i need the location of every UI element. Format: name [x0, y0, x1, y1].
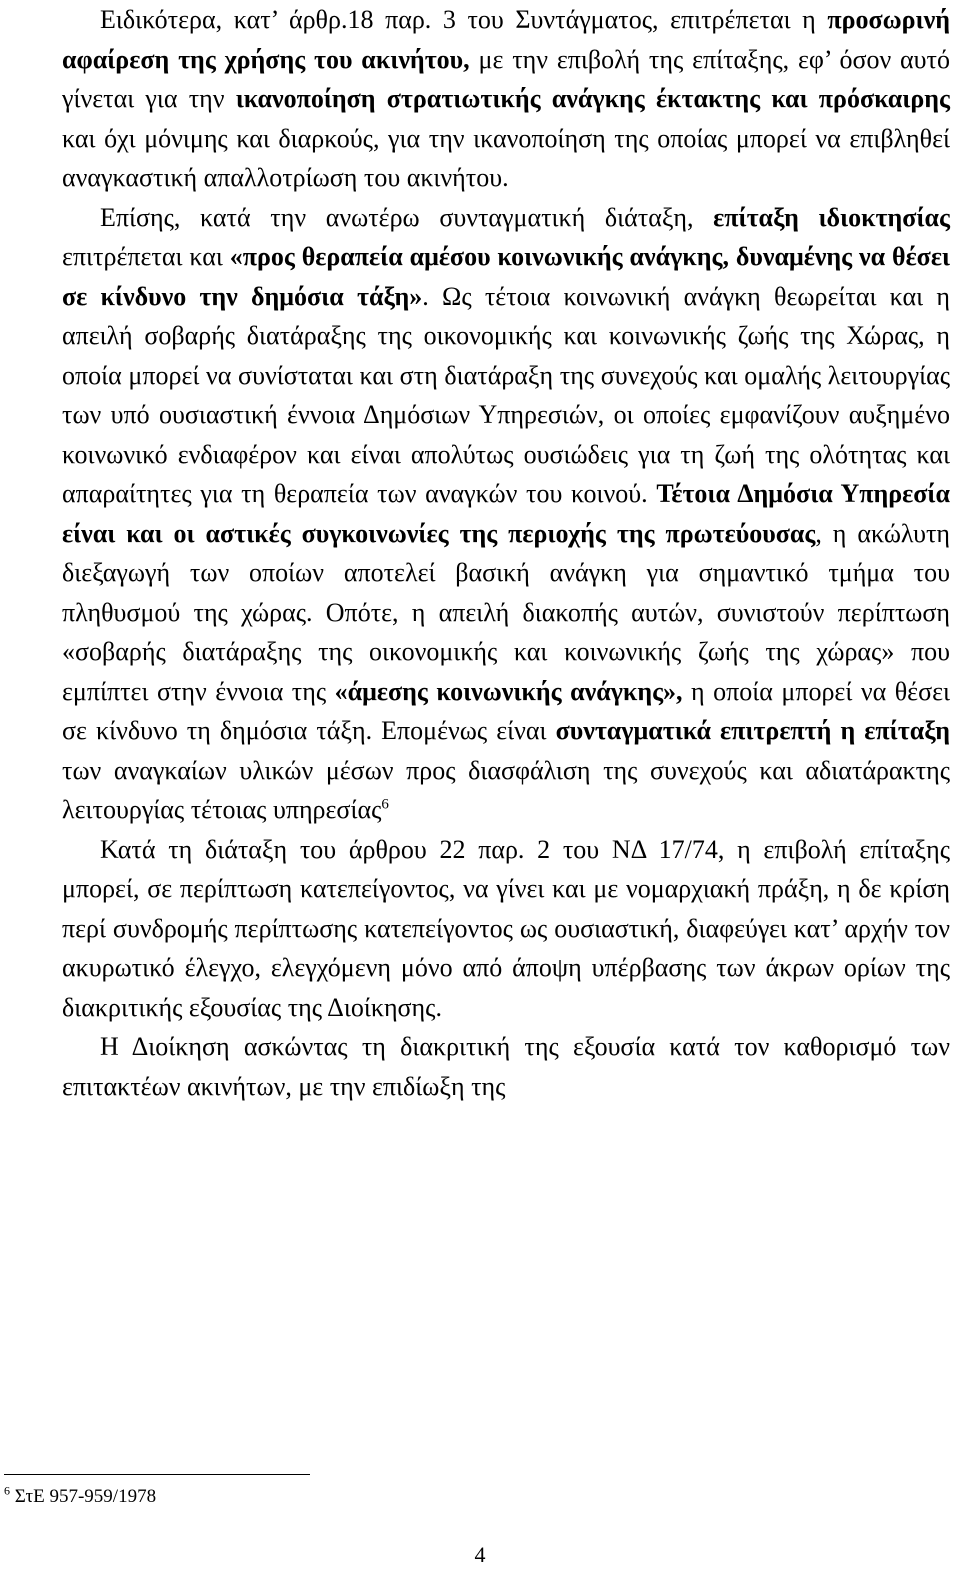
paragraph-3: Κατά τη διάταξη του άρθρου 22 παρ. 2 του ΝΔ 17/74, η επιβολή επίταξης μπορεί, σε περίπτωση κατεπείγοντος, να γίνει και με νομαρχιακή πράξη, η δε κρίση περί συνδρομής περίπτωσης κατεπείγοντος ως ουσιαστική, διαφεύγει κατ’ αρχήν τον ακυρωτικό έλεγχο, ελεγχόμενη μόνο από άποψη υπέρβασης των άκρων ορίων της διακριτικής εξουσίας της Διοίκησης. [62, 834, 950, 1022]
page-number: 4 [474, 1542, 486, 1567]
paragraph-2-text-d: , η ακώλυτη διεξαγωγή των οποίων αποτελεί βασική ανάγκη για σημαντικό τμήμα του πληθυσμού της χώρας. Οπότε, η απειλή διακοπής αυτών, συνιστούν περίπτωση «σοβαρής διατάραξης της οικονομικής και κοινωνικής ζωής της χώρας» που εμπίπτει στην έννοια της [62, 518, 950, 706]
paragraph-2 [62, 198, 950, 830]
footnote [4, 1485, 156, 1509]
footnote-text: ΣτΕ 957-959/1978 [10, 1486, 157, 1507]
paragraph-2-text-b: επιτρέπεται και [62, 242, 230, 271]
paragraph-2-bold-d: «άμεσης κοινωνικής ανάγκης», [334, 676, 683, 706]
paragraph-2-bold-c: Τέτοια Δημόσια Υπηρεσία είναι και οι αστικές συγκοινωνίες της περιοχής της πρωτεύουσας [62, 479, 950, 548]
footnote-number: 6 [4, 1483, 10, 1498]
paragraph-1-bold-b: ικανοποίηση στρατιωτικής ανάγκης έκτακτης και πρόσκαιρης [235, 84, 950, 113]
paragraph-2-text-e: η οποία μπορεί να θέσει σε κίνδυνο τη δημόσια τάξη. Επομένως είναι [62, 676, 951, 745]
paragraph-2-text-a: Επίσης, κατά την ανωτέρω συνταγματική διάταξη, [100, 202, 714, 232]
paragraph-1-text-a: Ειδικότερα, κατ’ άρθρ.18 παρ. 3 του Συντάγματος, επιτρέπεται η [100, 5, 828, 34]
paragraph-2-bold-e: συνταγματικά επιτρεπτή η επίταξη [555, 716, 950, 745]
paragraph-1-bold-a: προσωρινή αφαίρεση της χρήσης του ακινήτου, [62, 5, 950, 74]
document-page [62, 0, 950, 1106]
paragraph-1 [62, 0, 950, 198]
paragraph-1-text-b: με την επιβολή της επίταξης, εφ’ όσον αυτό γίνεται για την [62, 44, 951, 113]
paragraph-1-text-c: και όχι μόνιμης και διαρκούς, για την ικανοποίηση της οποίας μπορεί να επιβληθεί αναγκαστική απαλλοτρίωση του ακινήτου. [62, 123, 950, 192]
footnote-reference[interactable]: 6 [381, 796, 389, 813]
paragraph-2-bold-a: επίταξη ιδιοκτησίας [713, 202, 950, 232]
paragraph-2-text-c: . Ως τέτοια κοινωνική ανάγκη θεωρείται και η απειλή σοβαρής διατάραξης της οικονομικής και κοινωνικής ζωής της Χώρας, η οποία μπορεί να συνίσταται και στη διατάραξη της συνεχούς και ομαλής λειτουργίας των υπό ουσιαστική έννοια Δημόσιων Υπηρεσιών, οι οποίες εμφανίζουν αυξημένο κοινωνικό ενδιαφέρον και είναι απολύτως ουσιώδεις για τη ζωή της ολότητας και απαραίτητες για τη θεραπεία των αναγκών του κοινού. [62, 281, 951, 508]
paragraph-4: Η Διοίκηση ασκώντας τη διακριτική της εξουσία κατά τον καθορισμό των επιτακτέων ακινήτων, με την επιδίωξη της [62, 1032, 950, 1101]
footnote-separator [4, 1474, 310, 1475]
paragraph-2-bold-b: «προς θεραπεία αμέσου κοινωνικής ανάγκης, δυναμένης να θέσει σε κίνδυνο την δημόσια τάξη» [62, 242, 950, 311]
paragraph-2-text-f: των αναγκαίων υλικών μέσων προς διασφάλιση της συνεχούς και αδιατάρακτης λειτουργίας τέτοιας υπηρεσίας [62, 755, 950, 824]
